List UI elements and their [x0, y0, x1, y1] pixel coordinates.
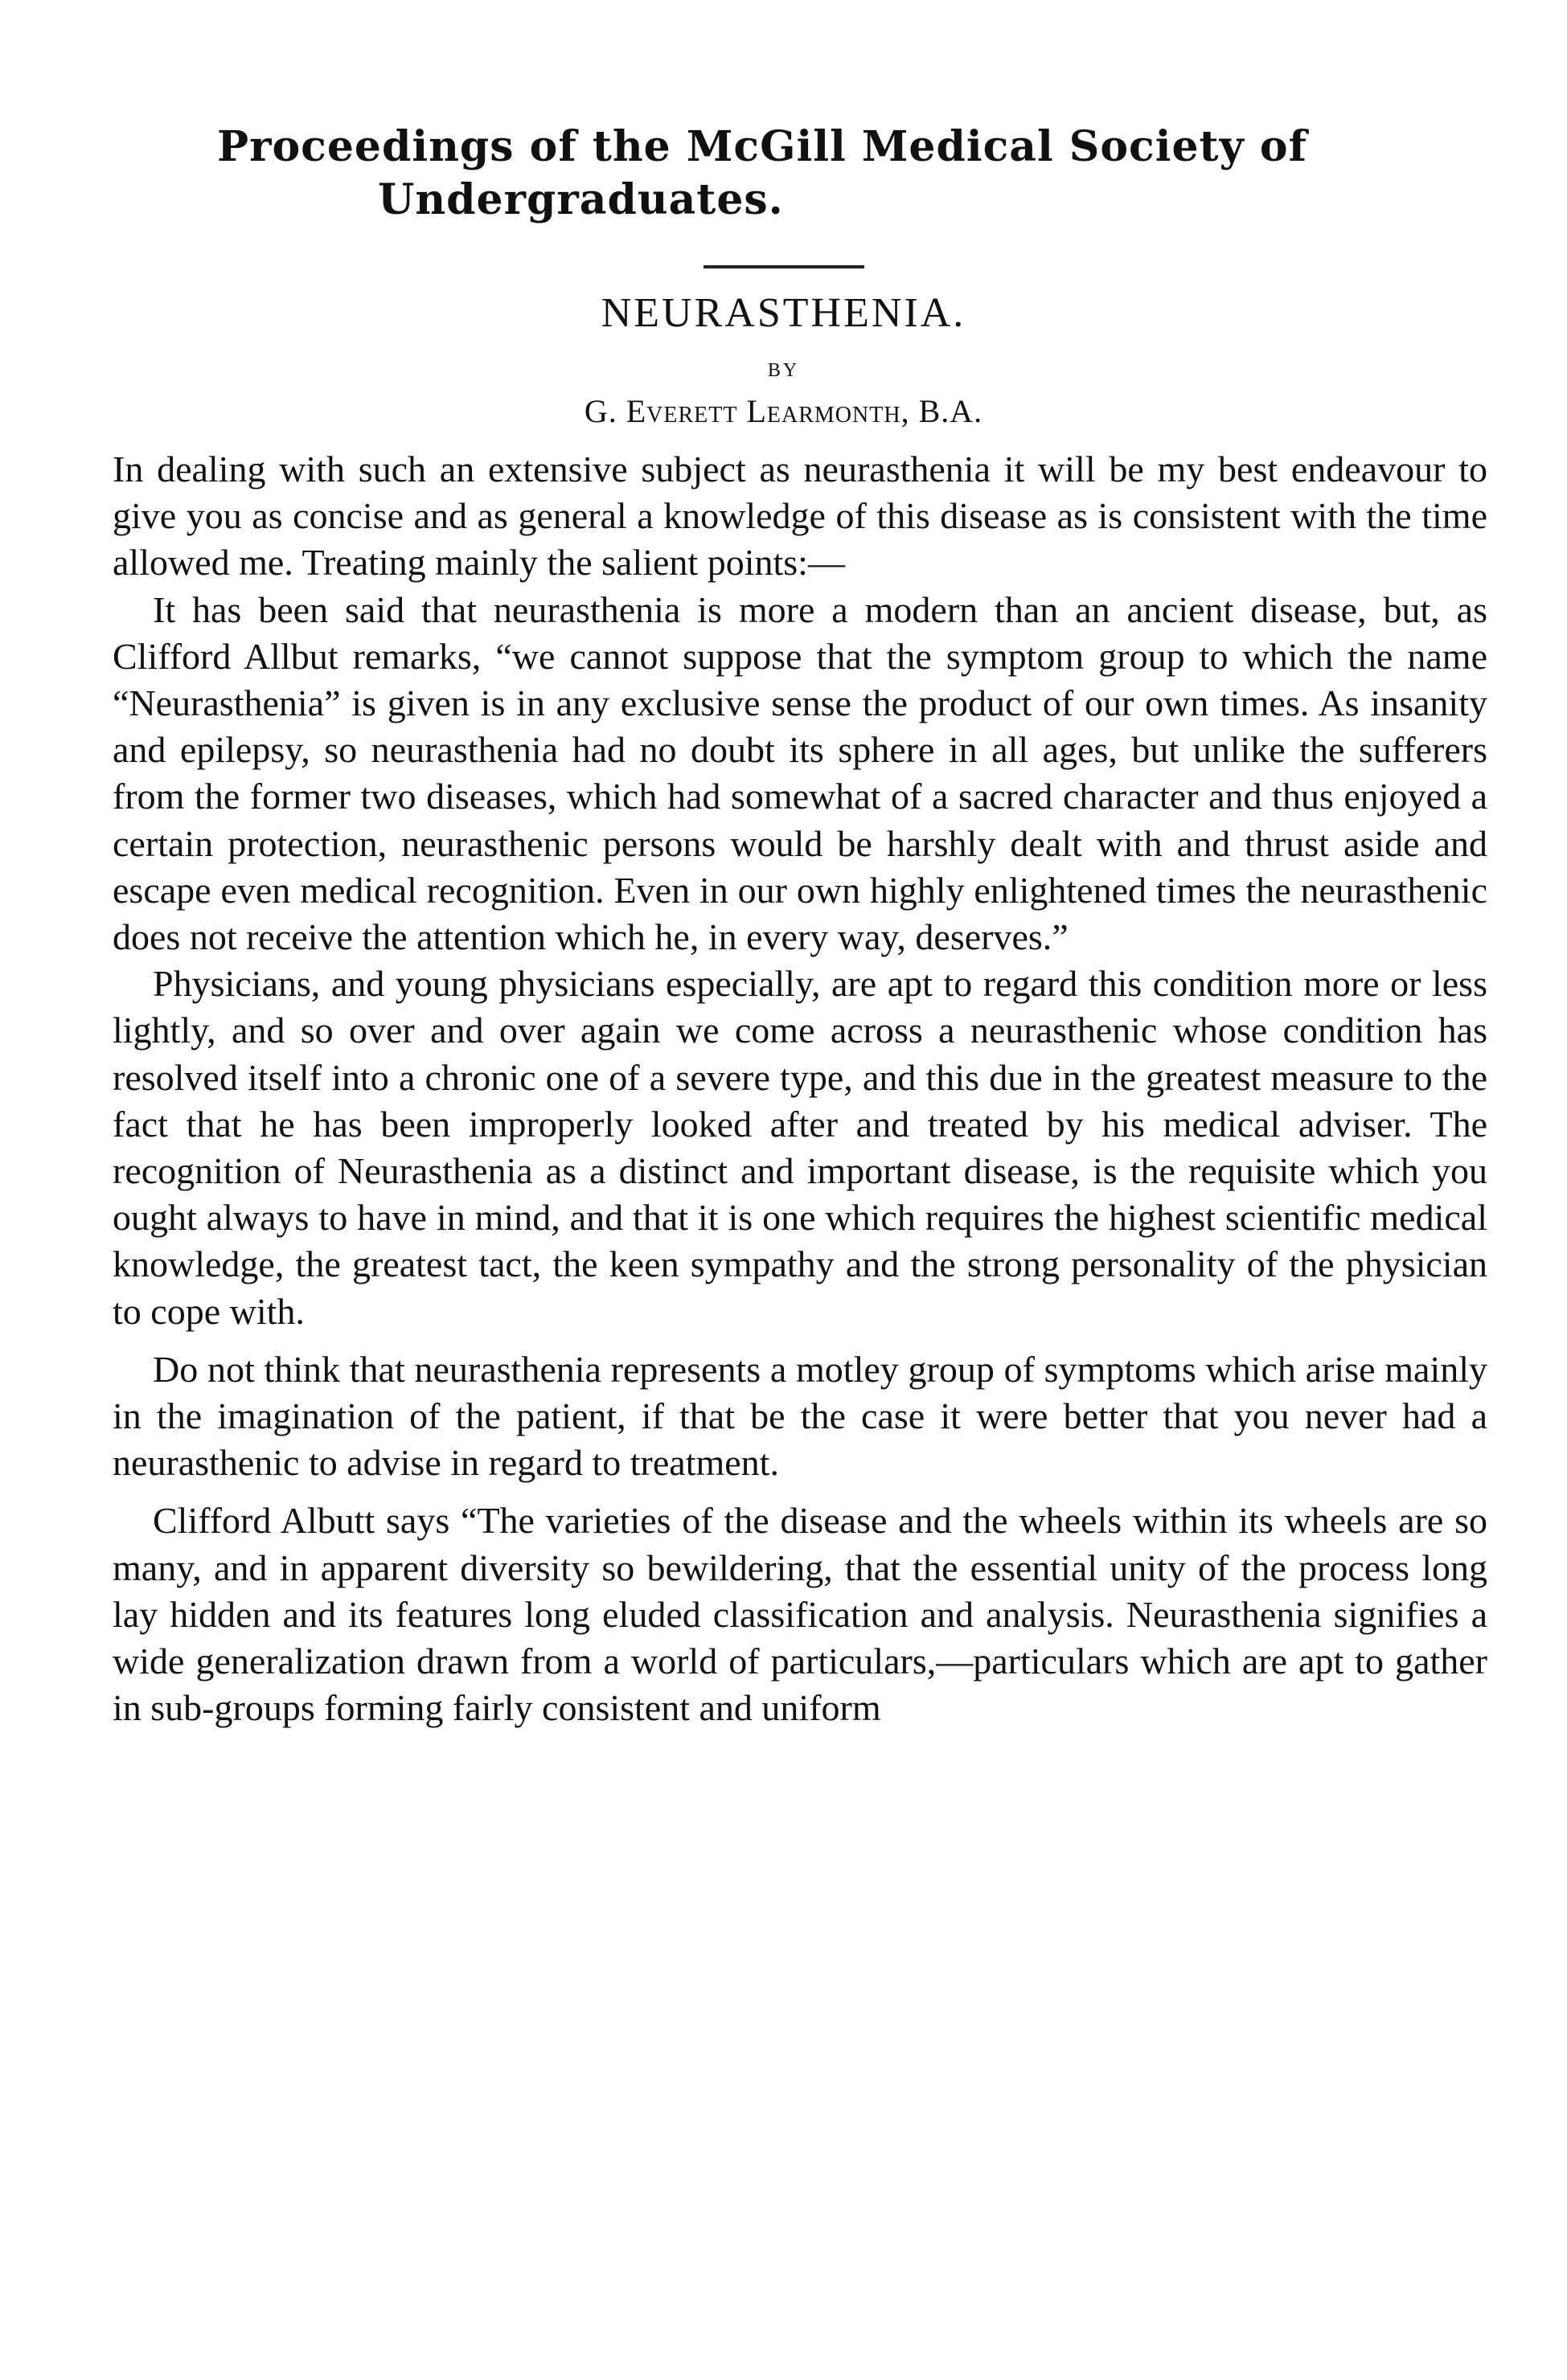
journal-title-line-2: Undergraduates. — [378, 175, 784, 224]
byline-label: BY — [767, 360, 800, 381]
paragraph-4: Do not think that neurasthenia represents a motley group of symptoms which arise mainly in the imagination of the patient, if that be the case it were better that you never had a neurasthenic to advise in regard to treatment. — [113, 1348, 1487, 1484]
author-name: G. Everett Learmonth, B.A. — [584, 393, 983, 429]
paragraph-2: It has been said that neurasthenia is more a modern than an ancient disease, but, as Clifford Allbut remarks, “we cannot suppose that the symptom group to which the name “Neurasthenia” is given is in any exclusive sense the product of our own times. As insanity and epilepsy, so neurasthenia had no doubt its sphere in all ages, but unlike the sufferers from the former two diseases, which had somewhat of a sacred character and thus enjoyed a certain protection, neurasthenic persons would be harshly dealt with and thrust aside and escape even medical recognition. Even in our own highly enlightened times the neurasthenic does not receive the attention which he, in every way, deserves.” — [113, 588, 1487, 958]
journal-title — [121, 121, 1455, 227]
article-body — [113, 446, 1487, 1731]
title-divider — [704, 265, 864, 268]
paragraph-1: In dealing with such an extensive subject as neurasthenia it will be my best endeavour to give you as concise and as general a knowledge of this disease as is consistent with the time allowed me. Treating mainly the salient points:— — [113, 449, 1487, 584]
journal-header — [121, 121, 1455, 227]
article-title: NEURASTHENIA. — [601, 290, 966, 336]
journal-title-line-1: Proceedings of the McGill Medical Society of — [217, 122, 1307, 171]
paragraph-3: Physicians, and young physicians especially, are apt to regard this condition more or less lightly, and so over and over again we come across a neurasthenic whose condition has resolved itself into a chronic one of a severe type, and this due in the greatest measure to the fact that he has been improperly looked after and treated by his medical adviser. The recognition of Neurasthenia as a distinct and important disease, is the requisite which you ought always to have in mind, and that it is one which requires the highest scientific medical knowledge, the greatest tact, the keen sympathy and the strong personality of the physician to cope with. — [113, 963, 1487, 1332]
paragraph-5: Clifford Albutt says “The varieties of the disease and the wheels within its wheels are so many, and in apparent diversity so bewildering, that the essential unity of the process long lay hidden and its features long eluded classification and analysis. Neurasthenia signifies a wide generalization drawn from a world of particulars,—particulars which are apt to gather in sub-groups forming fairly consistent and uniform — [113, 1500, 1487, 1729]
